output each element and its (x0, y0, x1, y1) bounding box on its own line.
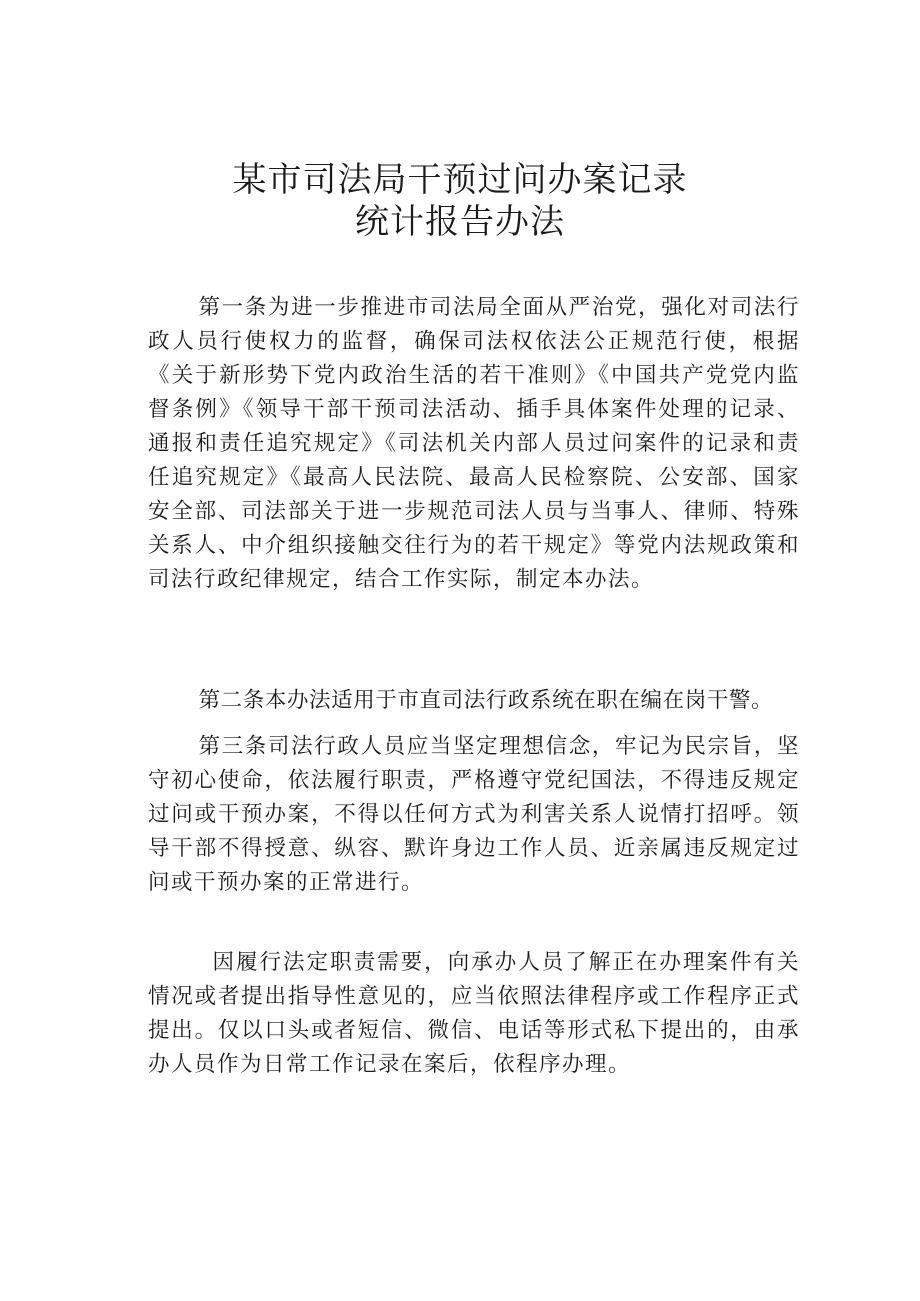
document-title-line-2: 统计报告办法 (355, 202, 565, 242)
paragraph-article-1: 第一条为进一步推进市司法局全面从严治党，强化对司法行政人员行使权力的监督，确保司法权依法公正规范行使，根据《关于新形势下党内政治生活的若干准则》《中国共产党党内监督条例》《领导干部干预司法活动、插手具体案件处理的记录、通报和责任追究规定》《司法机关内部人员过问案件的记录和责任追究规定》《最高人民法院、最高人民检察院、公安部、国家安全部、司法部关于进一步规范司法人员与当事人、律师、特殊关系人、中介组织接触交往行为的若干规定》等党内法规政策和司法行政纪律规定，结合工作实际，制定本办法。 (148, 295, 800, 592)
paragraph-article-2: 第二条本办法适用于市直司法行政系统在职在编在岗干警。 (198, 688, 774, 713)
document-title-line-1: 某市司法局干预过问办案记录 (232, 160, 688, 200)
paragraph-article-3: 第三条司法行政人员应当坚定理想信念，牢记为民宗旨，坚守初心使命，依法履行职责，严格遵守党纪国法，不得违反规定过问或干预办案，不得以任何方式为利害关系人说情打招呼。领导干部不得授意、纵容、默许身边工作人员、近亲属违反规定过问或干预办案的正常进行。 (148, 734, 800, 895)
paragraph-article-3-continued: 因履行法定职责需要，向承办人员了解正在办理案件有关情况或者提出指导性意见的，应当依照法律程序或工作程序正式提出。仅以口头或者短信、微信、电话等形式私下提出的，由承办人员作为日常工作记录在案后，依程序办理。 (148, 950, 800, 1077)
